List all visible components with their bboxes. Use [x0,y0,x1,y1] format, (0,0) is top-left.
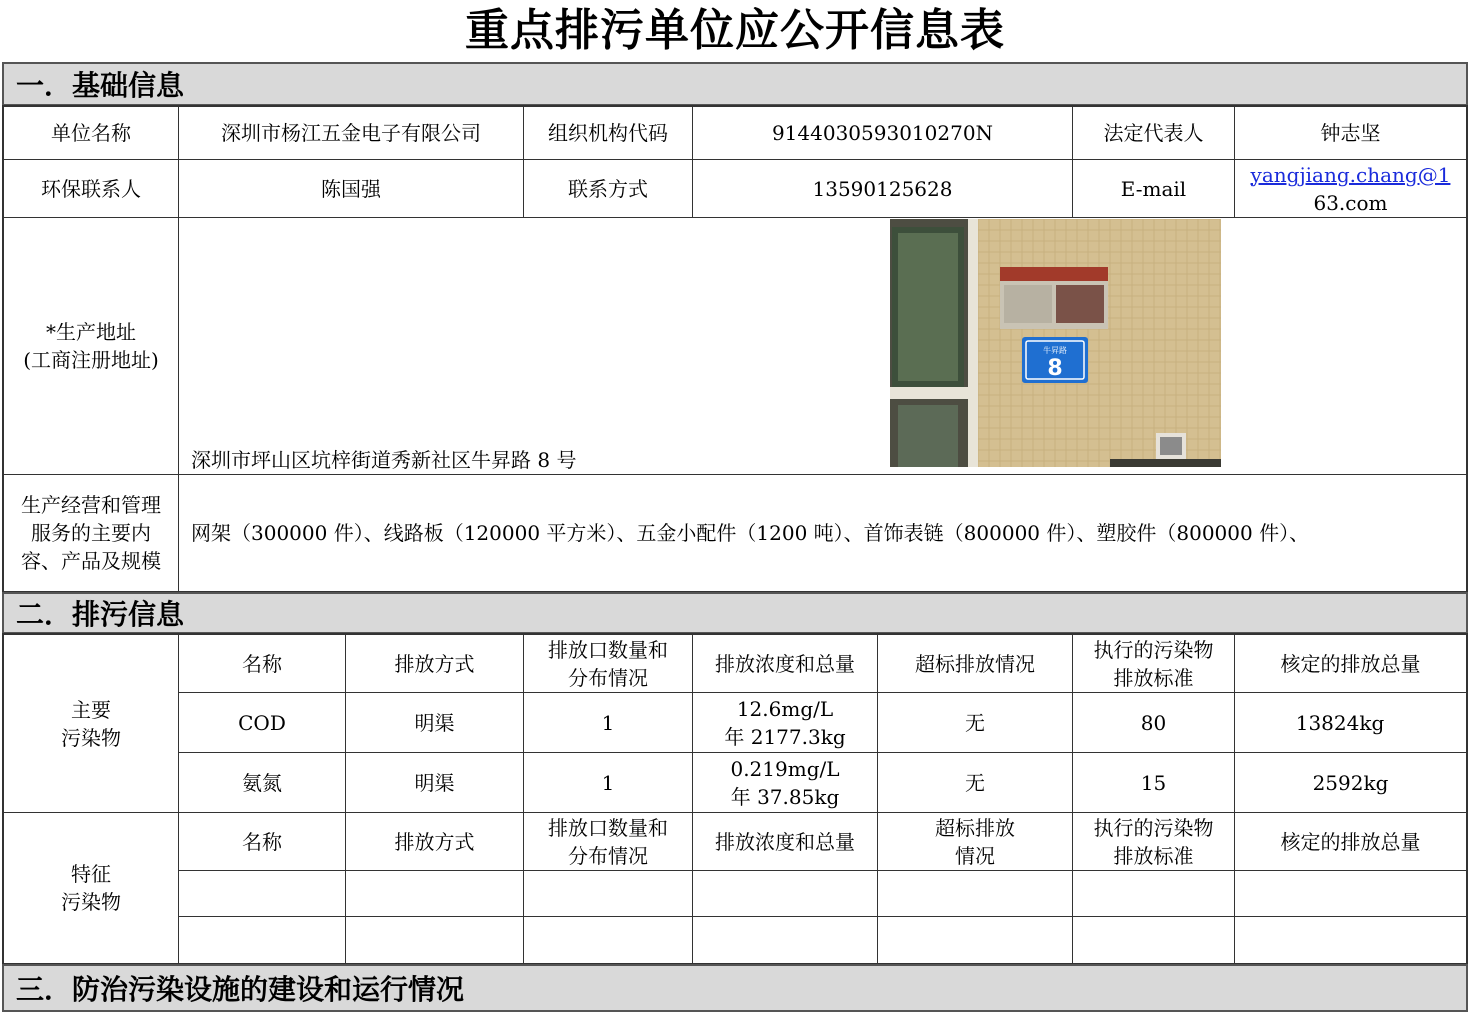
table-row-cod-outlets: 1 [601,710,615,735]
table-row-cod-method: 明渠 [414,710,455,735]
main-header-concentration: 排放浓度和总量 [715,651,855,676]
table-row-ammonia-name: 氨氮 [242,770,282,795]
table-row-ammonia-concentration: 0.219mg/L 年 37.85kg [730,756,840,809]
char-header-standard: 执行的污染物 排放标准 [1093,815,1214,868]
main-header-total: 核定的排放总量 [1280,651,1421,676]
unit-name-label: 单位名称 [51,121,131,145]
char-header-exceed: 超标排放 情况 [935,815,1015,868]
sign-number-text: 8 [1047,356,1063,381]
address-label: *生产地址 (工商注册地址) [23,320,159,372]
char-pollutants-label: 特征 污染物 [61,862,121,914]
org-code: 9144030593010270N [771,121,994,145]
business-value: 网架（300000 件）、线路板（120000 平方米）、五金小配件（1200 吨）、首饰表链（800000 件）、塑胶件（800000 件）、 [191,521,1310,545]
main-pollutants-label: 主要 污染物 [61,697,121,750]
site-photo [890,219,1221,467]
table-row-cod-total: 13824kg [1295,710,1385,735]
table-row-ammonia-exceed: 无 [965,770,985,795]
section-facilities: 三．防治污染设施的建设和运行情况 [2,964,1468,1012]
char-header-outlets: 排放口数量和 分布情况 [548,815,668,868]
contact-label: 环保联系人 [41,176,141,201]
char-header-total: 核定的排放总量 [1280,829,1421,854]
page-title: 重点排污单位应公开信息表 [465,5,1005,56]
legal-rep-label: 法定代表人 [1103,121,1204,145]
section-basic-info: 一．基础信息 [2,62,1468,106]
section-pollution-info: 二．排污信息 [2,592,1468,634]
legal-rep: 钟志坚 [1320,121,1381,145]
email-link[interactable]: yangjiang.chang@1 [1250,162,1451,187]
table-row-ammonia-total: 2592kg [1312,770,1389,795]
unit-name: 深圳市杨江五金电子有限公司 [221,121,481,145]
address-value: 深圳市坪山区坑梓街道秀新社区牛昇路 8 号 [191,448,577,472]
table-row-ammonia-method: 明渠 [414,770,455,795]
email-label: E-mail [1120,176,1187,201]
table-row-cod-exceed: 无 [965,710,985,735]
table-row-ammonia-standard: 15 [1140,770,1167,795]
main-header-name: 名称 [242,651,282,676]
org-code-label: 组织机构代码 [548,121,668,145]
email-domain: 63.com [1313,190,1388,215]
phone-number: 13590125628 [812,176,953,201]
sign-street-text: 牛昇路 [1043,346,1067,355]
email-value[interactable] [1235,160,1466,217]
table-row-ammonia-outlets: 1 [601,770,615,795]
main-header-method: 排放方式 [394,651,475,676]
business-label: 生产经营和管理 服务的主要内 容、产品及规模 [21,493,161,573]
main-header-outlets: 排放口数量和 分布情况 [548,637,668,690]
char-header-name: 名称 [242,829,282,854]
phone-label: 联系方式 [568,176,648,201]
table-row-cod-standard: 80 [1140,710,1167,735]
contact-name: 陈国强 [321,176,381,201]
table-row-cod-name: COD [238,710,286,735]
char-header-method: 排放方式 [394,829,475,854]
char-header-concentration: 排放浓度和总量 [715,829,855,854]
table-row-cod-concentration: 12.6mg/L 年 2177.3kg [724,696,846,749]
main-header-exceed: 超标排放情况 [915,651,1035,676]
main-header-standard: 执行的污染物 排放标准 [1093,637,1214,690]
